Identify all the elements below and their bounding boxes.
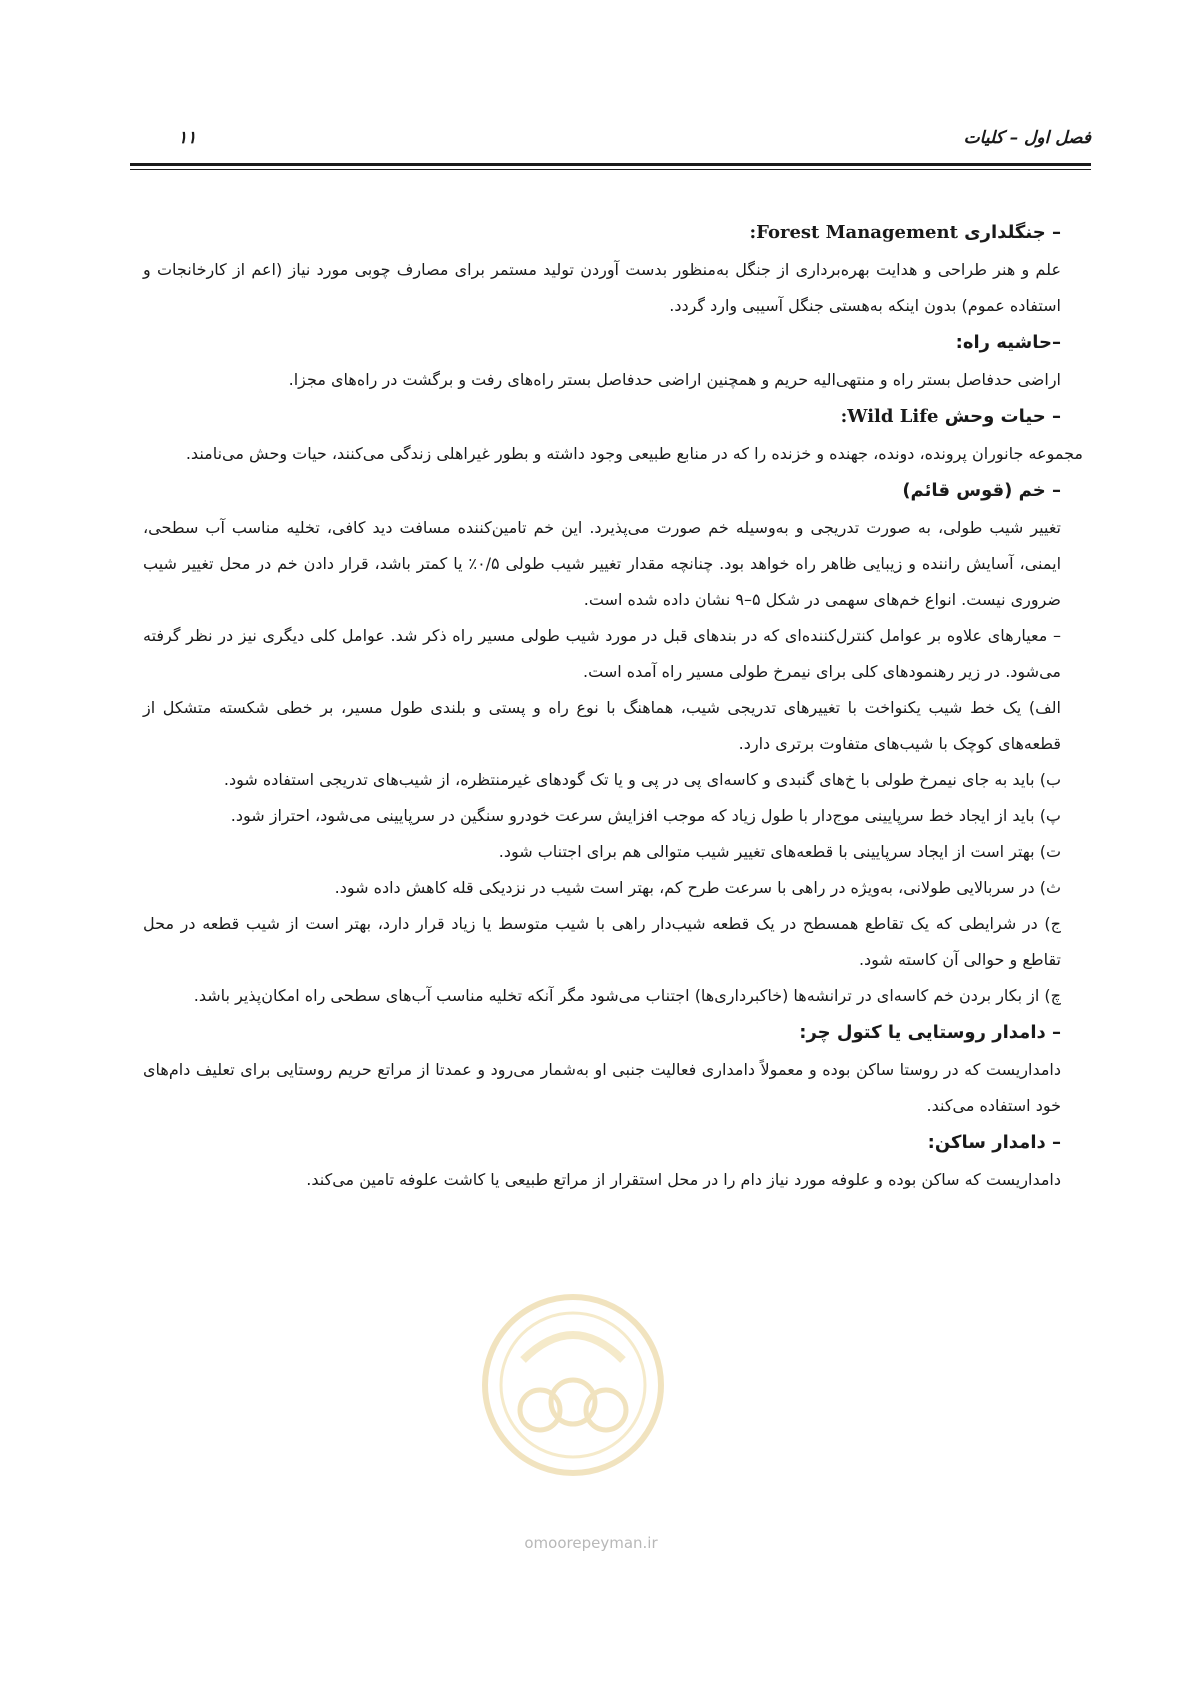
page-header (130, 128, 1091, 168)
heading-forest-management: – جنگلداری Forest Management: (749, 222, 1061, 243)
header-rule-thick (130, 163, 1091, 166)
heading-vertical-curve: – خم (قوس قائم) (902, 480, 1061, 501)
list-item: ج) در شرایطی که یک تقاطع همسطح در یک قطعه شیب‌دار راهی با شیب متوسط یا زیاد قرار دارد، بهتر است از شیب قطعه در محل تقاطع و حوالی آن کاسته شود. (143, 914, 1061, 969)
list-item: ث) در سربالایی طولانی، به‌ویژه در راهی با سرعت طرح کم، بهتر است شیب در نزدیکی قله کاهش داده شود. (334, 878, 1061, 897)
paragraph-road-margin: اراضی حدفاصل بستر راه و منتهی‌الیه حریم و همچنین اراضی حدفاصل بستر راه‌های رفت و برگشت در راه‌های مجزا. (288, 370, 1061, 389)
header-rule-thin (130, 169, 1091, 170)
heading-wild-life: – حیات وحش Wild Life: (840, 406, 1061, 427)
watermark-site: omoorepeyman.ir (524, 1534, 658, 1552)
paragraph-settled-herder: دامداریست که ساکن بوده و علوفه مورد نیاز دام را در محل استقرار از مراتع طبیعی یا کاشت علوفه تامین می‌کند. (306, 1170, 1061, 1189)
heading-road-margin: –حاشیه راه: (955, 332, 1061, 353)
list-item: ت) بهتر است از ایجاد سرپایینی با قطعه‌های تغییر شیب متوالی هم برای اجتناب شود. (498, 842, 1061, 861)
list-item: چ) از بکار بردن خم کاسه‌ای در ترانشه‌ها (خاکبرداری‌ها) اجتناب می‌شود مگر آنکه تخلیه مناسب آب‌های سطحی راه امکان‌پذیر باشد. (193, 986, 1061, 1005)
heading-rural-herder: – دامدار روستایی یا کتول چر: (799, 1022, 1061, 1043)
paragraph-wild-life: مجموعه جانوران پرونده، دونده، جهنده و خزنده را که در منابع طبیعی وجود داشته و بطور غیراهلی زندگی می‌کنند، حیات وحش می‌نامند. (185, 444, 1083, 463)
watermark-logo-icon (478, 1290, 668, 1480)
heading-settled-herder: – دامدار ساکن: (927, 1132, 1061, 1153)
paragraph-vertical-curve-1: تغییر شیب طولی، به صورت تدریجی و به‌وسیله خم صورت می‌پذیرد. این خم تامین‌کننده مسافت دید کافی، تخلیه مناسب آب سطحی، ایمنی، آسایش راننده و زیبایی ظاهر راه خواهد بود. چنانچه مقدار تغییر شیب طولی ۰/۵٪ یا کمتر باشد، قرار دادن خم در محل تغییر شیب ضروری نیست. انواع خم‌های سهمی در شکل ۵–۹ نشان داده شده است. (143, 518, 1062, 609)
page-content (143, 214, 1083, 1198)
paragraph-rural-herder: دامداریست که در روستا ساکن بوده و معمولاً دامداری فعالیت جنبی او به‌شمار می‌رود و عمدتا از مراتع حریم روستایی برای تعلیف دام‌های خود استفاده می‌کند. (143, 1060, 1061, 1115)
page-number: ۱۱ (178, 128, 197, 148)
list-item: پ) باید از ایجاد خط سرپایینی موج‌دار با طول زیاد که موجب افزایش سرعت خودرو سنگین در سرپایینی می‌شود، احتراز شود. (230, 806, 1061, 825)
list-item: ب) باید به جای نیمرخ طولی با خ‌های گنبدی و کاسه‌ای پی در پی و یا تک گودهای غیرمنتظره، از شیب‌های تدریجی استفاده شود. (223, 770, 1061, 789)
list-item: الف) یک خط شیب یکنواخت با تغییرهای تدریجی شیب، هماهنگ با نوع راه و پستی و بلندی طول مسیر، بر خطی شکسته متشکل از قطعه‌های کوچک با شیب‌های متفاوت برتری دارد. (143, 698, 1061, 753)
chapter-title: فصل اول – کلیات (963, 128, 1091, 148)
paragraph-forest-management: علم و هنر طراحی و هدایت بهره‌برداری از جنگل به‌منظور بدست آوردن تولید مستمر برای مصارف چوبی مورد نیاز (اعم از کارخانجات و استفاده عموم) بدون اینکه به‌هستی جنگل آسیبی وارد گردد. (143, 260, 1061, 315)
paragraph-vertical-curve-2: – معیارهای علاوه بر عوامل کنترل‌کننده‌ای که در بندهای قبل در مورد شیب طولی مسیر راه ذکر شد. عوامل کلی دیگری نیز در نظر گرفته می‌شود. در زیر رهنمودهای کلی برای نیمرخ طولی مسیر راه آمده است. (143, 626, 1061, 681)
